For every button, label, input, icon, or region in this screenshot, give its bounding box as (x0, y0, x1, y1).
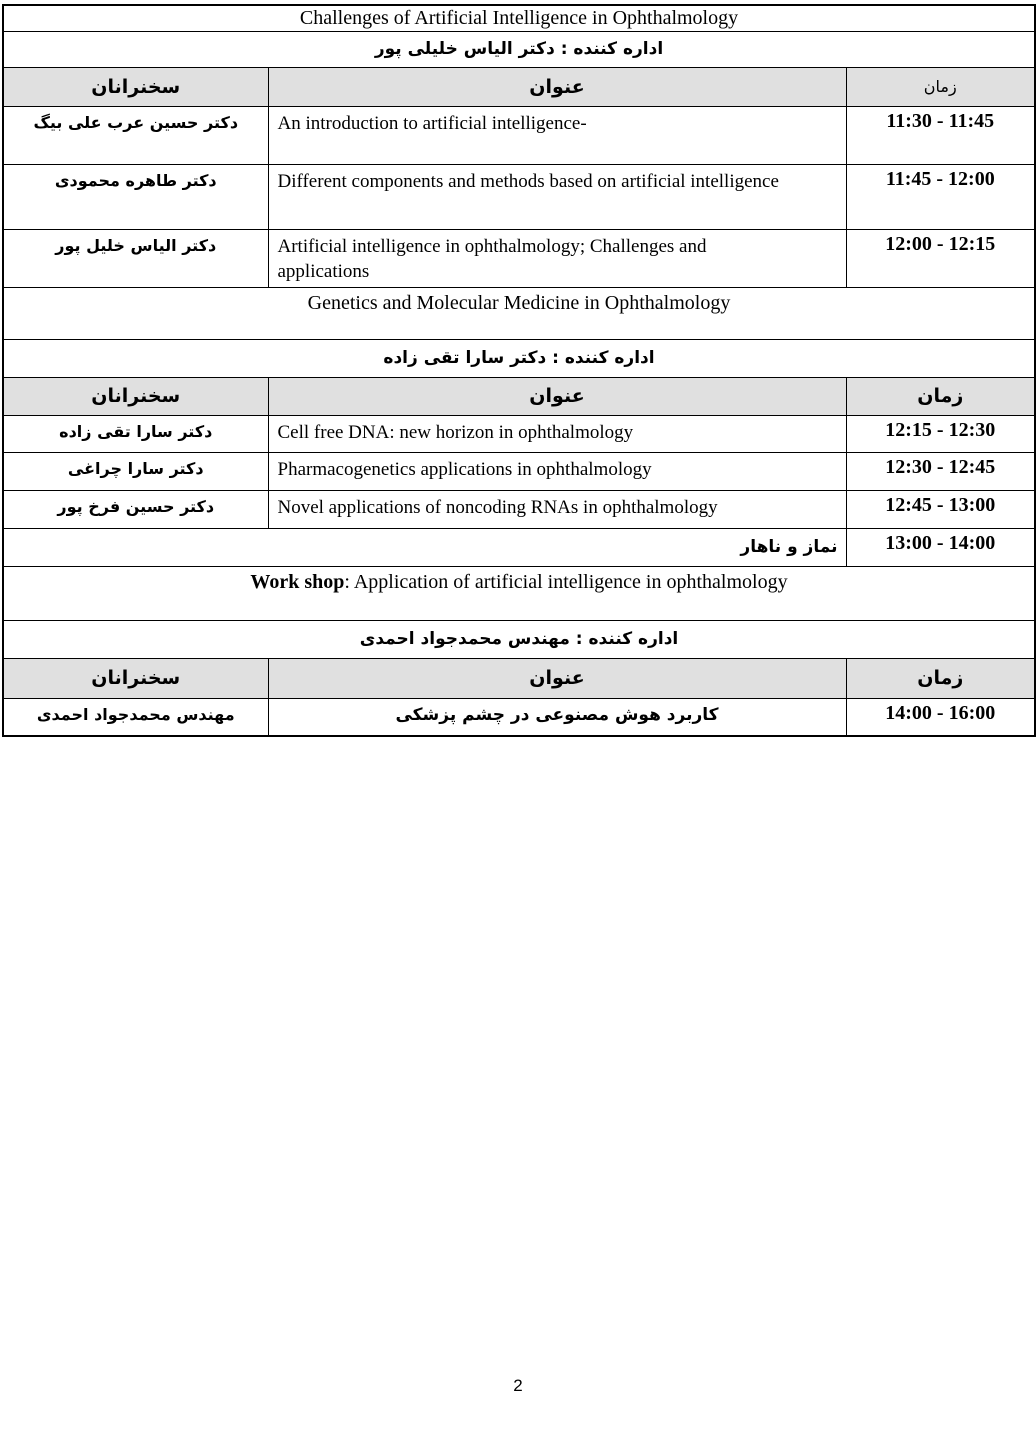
talk-title: Artificial intelligence in ophthalmology; Challenges and applications (268, 229, 846, 287)
session3-moderator-row (3, 620, 1035, 658)
speaker-name: دکتر الیاس خلیل پور (3, 229, 268, 287)
lunch-break-label-cell (3, 528, 846, 566)
workshop-title (3, 566, 1035, 620)
speaker-name: دکتر حسین عرب علی بیگ (3, 106, 268, 164)
talk-title: An introduction to artificial intelligence- (268, 106, 846, 164)
workshop-title-rest: : Application of artificial intelligence in ophthalmology (344, 570, 788, 593)
column-header-time: زمان (846, 67, 1035, 106)
talk-time: 14:00 - 16:00 (846, 698, 1035, 736)
page-number: 2 (513, 1376, 523, 1395)
lunch-break-label: نماز و ناهار (740, 537, 838, 558)
table-row (3, 229, 1035, 287)
column-header-topic: عنوان (268, 67, 846, 106)
speaker-name: دکتر طاهره محمودی (3, 164, 268, 229)
column-header-topic: عنوان (268, 658, 846, 698)
session1-moderator: اداره کننده : دکتر الیاس خلیلی پور (3, 31, 1035, 67)
talk-time: 11:30 - 11:45 (846, 106, 1035, 164)
table-row (3, 106, 1035, 164)
session1-title-row (3, 5, 1035, 31)
column-header-speakers: سخنرانان (3, 67, 268, 106)
session2-moderator: اداره کننده : دکتر سارا تقی زاده (3, 339, 1035, 377)
session1-header-row (3, 67, 1035, 106)
talk-title: Pharmacogenetics applications in ophthalmology (268, 452, 846, 490)
lunch-break-time: 13:00 - 14:00 (846, 528, 1035, 566)
table-row (3, 490, 1035, 528)
talk-time: 12:00 - 12:15 (846, 229, 1035, 287)
session2-moderator-row (3, 339, 1035, 377)
table-row (3, 698, 1035, 736)
talk-title: Cell free DNA: new horizon in ophthalmology (268, 415, 846, 452)
workshop-title-row (3, 566, 1035, 620)
session1-moderator-row (3, 31, 1035, 67)
talk-time: 12:15 - 12:30 (846, 415, 1035, 452)
session2-header-row (3, 377, 1035, 415)
column-header-time: زمان (846, 658, 1035, 698)
table-row (3, 164, 1035, 229)
table-row (3, 452, 1035, 490)
session2-title: Genetics and Molecular Medicine in Ophthalmology (3, 287, 1035, 339)
column-header-topic: عنوان (268, 377, 846, 415)
talk-title: کاربرد هوش مصنوعی در چشم پزشکی (268, 698, 846, 736)
talk-time: 12:45 - 13:00 (846, 490, 1035, 528)
talk-title: Different components and methods based on artificial intelligence (268, 164, 846, 229)
session3-moderator: اداره کننده : مهندس محمدجواد احمدی (3, 620, 1035, 658)
speaker-name: دکتر سارا تقی زاده (3, 415, 268, 452)
talk-title: Novel applications of noncoding RNAs in ophthalmology (268, 490, 846, 528)
lunch-break-row (3, 528, 1035, 566)
talk-time: 11:45 - 12:00 (846, 164, 1035, 229)
speaker-name: مهندس محمدجواد احمدی (3, 698, 268, 736)
column-header-speakers: سخنرانان (3, 377, 268, 415)
workshop-title-bold: Work shop (250, 570, 345, 593)
talk-time: 12:30 - 12:45 (846, 452, 1035, 490)
speaker-name: دکتر سارا چراغی (3, 452, 268, 490)
conference-schedule-table (2, 4, 1036, 737)
column-header-speakers: سخنرانان (3, 658, 268, 698)
session1-title: Challenges of Artificial Intelligence in Ophthalmology (3, 5, 1035, 31)
column-header-time: زمان (846, 377, 1035, 415)
speaker-name: دکتر حسین فرخ پور (3, 490, 268, 528)
session3-header-row (3, 658, 1035, 698)
session2-title-row (3, 287, 1035, 339)
table-row (3, 415, 1035, 452)
